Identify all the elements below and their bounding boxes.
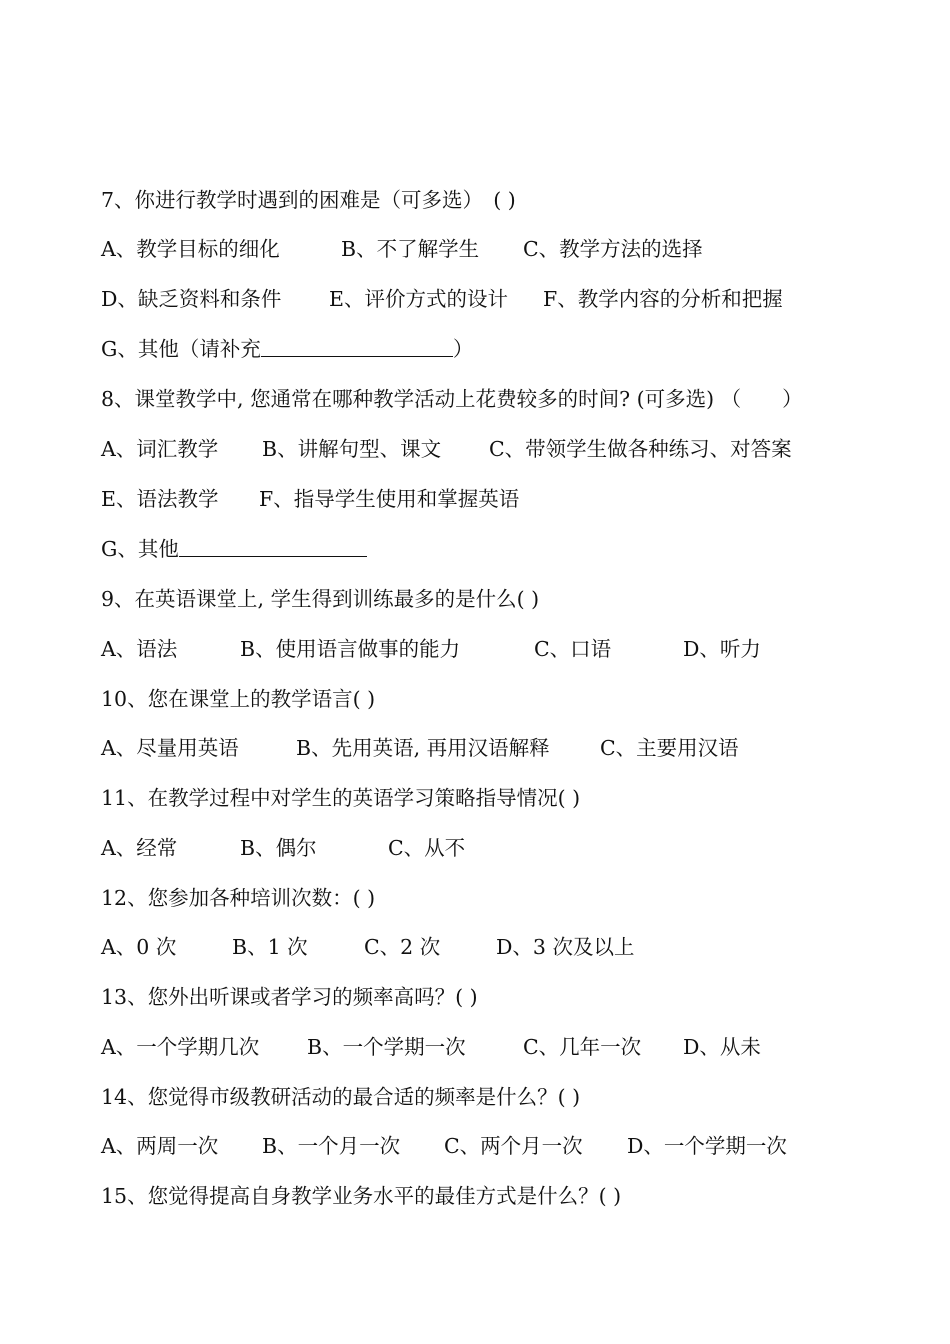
- option-b: B、一个学期一次: [307, 1035, 466, 1059]
- option-b: B、先用英语, 再用汉语解释: [296, 736, 550, 760]
- option-a: A、经常: [101, 836, 178, 860]
- option-c: C、带领学生做各种练习、对答案: [489, 437, 792, 461]
- question-7-stem: 7、你进行教学时遇到的困难是（可多选） ( ): [101, 188, 516, 212]
- question-11-stem: 11、在教学过程中对学生的英语学习策略指导情况( ): [101, 786, 581, 810]
- option-a: A、词汇教学: [101, 437, 219, 461]
- option-d: D、3 次及以上: [496, 935, 635, 959]
- question-7-options-row-2: [101, 284, 783, 314]
- option-e: E、评价方式的设计: [329, 287, 508, 311]
- question-14-stem: 14、您觉得市级教研活动的最合适的频率是什么？( ): [101, 1085, 581, 1109]
- option-b: B、偶尔: [240, 836, 317, 860]
- option-e: E、语法教学: [101, 487, 219, 511]
- question-7-options-row-3: [101, 334, 474, 364]
- question-13-stem: 13、您外出听课或者学习的频率高吗？( ): [101, 985, 478, 1009]
- option-f: F、教学内容的分析和把握: [543, 287, 783, 311]
- option-c: C、教学方法的选择: [523, 237, 703, 261]
- question-10-options: [101, 733, 739, 763]
- option-g: G、其他: [101, 537, 179, 561]
- option-c: C、主要用汉语: [600, 736, 739, 760]
- option-f: F、指导学生使用和掌握英语: [259, 487, 520, 511]
- question-12-stem: 12、您参加各种培训次数：( ): [101, 886, 376, 910]
- question-14-options: [101, 1131, 787, 1161]
- option-b: B、不了解学生: [341, 237, 480, 261]
- question-8-stem: 8、课堂教学中, 您通常在哪种教学活动上花费较多的时间? (可多选) （ ）: [101, 387, 803, 411]
- option-c: C、2 次: [364, 935, 441, 959]
- question-9-options: [101, 634, 761, 664]
- option-d: D、缺乏资料和条件: [101, 287, 282, 311]
- option-a: A、尽量用英语: [101, 736, 239, 760]
- option-c: C、两个月一次: [444, 1134, 583, 1158]
- question-12-options: [101, 932, 635, 962]
- question-11-options: [101, 833, 466, 863]
- question-8-options-row-3: [101, 534, 179, 564]
- option-d: D、从未: [683, 1035, 761, 1059]
- closing-paren: ）: [452, 337, 474, 361]
- question-7-options-row-1: [101, 234, 703, 264]
- option-c: C、口语: [534, 637, 612, 661]
- question-15-stem: 15、您觉得提高自身教学业务水平的最佳方式是什么？( ): [101, 1184, 622, 1208]
- option-b: B、一个月一次: [262, 1134, 401, 1158]
- question-8-options-row-2: [101, 484, 520, 514]
- option-b: B、使用语言做事的能力: [240, 637, 461, 661]
- option-d: D、听力: [683, 637, 761, 661]
- option-b: B、讲解句型、课文: [262, 437, 442, 461]
- option-d: D、一个学期一次: [627, 1134, 787, 1158]
- question-9-stem: 9、在英语课堂上, 学生得到训练最多的是什么( ): [101, 587, 540, 611]
- option-a: A、语法: [101, 637, 178, 661]
- option-a: A、0 次: [101, 935, 177, 959]
- question-10-stem: 10、您在课堂上的教学语言( ): [101, 687, 376, 711]
- question-8-options-row-1: [101, 434, 792, 464]
- option-a: A、两周一次: [101, 1134, 219, 1158]
- option-a: A、一个学期几次: [101, 1035, 260, 1059]
- fill-in-blank-line[interactable]: [179, 534, 367, 557]
- option-c: C、从不: [388, 836, 466, 860]
- option-b: B、1 次: [232, 935, 308, 959]
- fill-in-blank-line[interactable]: [261, 334, 453, 357]
- option-g: G、其他（请补充: [101, 337, 261, 361]
- option-a: A、教学目标的细化: [101, 237, 280, 261]
- question-13-options: [101, 1032, 761, 1062]
- option-c: C、几年一次: [523, 1035, 642, 1059]
